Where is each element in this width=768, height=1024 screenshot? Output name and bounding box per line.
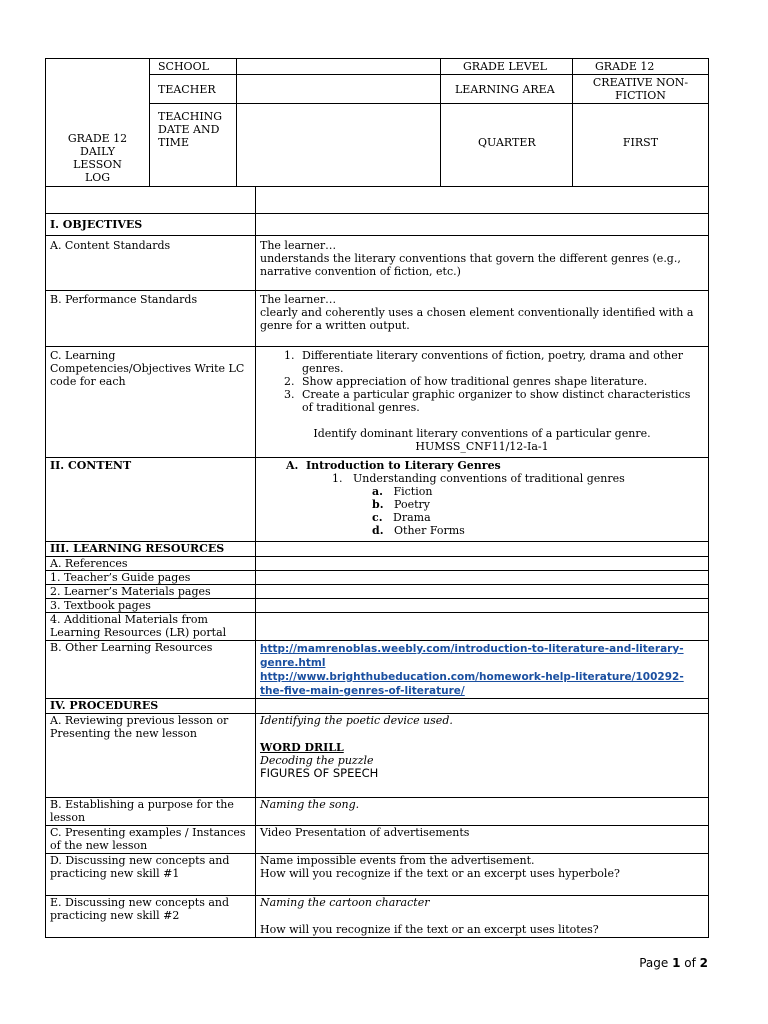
content-standards-label: A. Content Standards: [46, 236, 256, 291]
word-drill-title: WORD DRILL: [260, 741, 344, 754]
performance-standards-label: B. Performance Standards: [46, 291, 256, 347]
procedure-b-value: Naming the song.: [256, 798, 709, 826]
procedure-a-line1: Identifying the poetic device used.: [260, 714, 453, 727]
date-label: TEACHING DATE AND TIME: [150, 104, 237, 187]
resources-heading: III. LEARNING RESOURCES: [46, 542, 256, 557]
procedure-d-line2: How will you recognize if the text or an excerpt uses hyperbole?: [260, 867, 620, 880]
genre-item: Fiction: [393, 485, 433, 498]
learning-area-value: CREATIVE NON-FICTION: [573, 75, 709, 104]
content-topic: Introduction to Literary Genres: [306, 459, 501, 472]
competency-item: 2. Show appreciation of how traditional genres shape literature.: [298, 375, 704, 388]
competencies-label: C. Learning Competencies/Objectives Write LC code for each: [46, 347, 256, 458]
teacher-label: TEACHER: [150, 75, 237, 104]
lc-code: HUMSS_CNF11/12-Ia-1: [415, 440, 549, 453]
grade-level-value: GRADE 12: [573, 59, 709, 75]
header-table: [45, 58, 709, 187]
content-heading: II. CONTENT: [46, 458, 256, 542]
objectives-heading: I. OBJECTIVES: [46, 214, 256, 236]
procedure-c-value: Video Presentation of advertisements: [256, 826, 709, 854]
performance-standards-line2: clearly and coherently uses a chosen element conventionally identified with a genre for a written output.: [260, 306, 694, 332]
genre-item: Poetry: [394, 498, 431, 511]
procedures-heading: IV. PROCEDURES: [46, 699, 256, 714]
additional-materials-label: 4. Additional Materials from Learning Resources (LR) portal: [46, 613, 256, 641]
content-value: A. Introduction to Literary Genres 1. Understanding conventions of traditional genres a. Fiction b. Poetry c. Drama d. Other Forms: [256, 458, 709, 542]
procedure-d-label: D. Discussing new concepts and practicing new skill #1: [46, 854, 256, 896]
teachers-guide-label: 1. Teacher’s Guide pages: [46, 571, 256, 585]
procedure-e-label: E. Discussing new concepts and practicing new skill #2: [46, 896, 256, 938]
competency-summary: Identify dominant literary conventions of a particular genre.: [313, 427, 651, 440]
other-resources-value: [256, 641, 709, 699]
performance-standards-value: [256, 291, 709, 347]
date-value: [237, 104, 441, 187]
genre-item: Other Forms: [394, 524, 465, 537]
competency-item: 1. Differentiate literary conventions of fiction, poetry, drama and other genres.: [298, 349, 704, 375]
textbook-label: 3. Textbook pages: [46, 599, 256, 613]
resource-link-2[interactable]: http://www.brighthubeducation.com/homework-help-literature/100292-the-five-main-genres-of-literature/: [260, 671, 684, 697]
performance-standards-line1: The learner…: [260, 293, 337, 306]
grade-level-label: GRADE LEVEL: [441, 59, 573, 75]
school-value: [237, 59, 441, 75]
procedure-e-line2: How will you recognize if the text or an excerpt uses litotes?: [260, 923, 599, 936]
procedure-d-value: [256, 854, 709, 896]
learning-area-label: LEARNING AREA: [441, 75, 573, 104]
competencies-list: [260, 349, 704, 414]
resource-link-1[interactable]: http://mamrenoblas.weebly.com/introduction-to-literature-and-literary-genre.html: [260, 643, 684, 669]
main-table: [45, 186, 709, 938]
procedure-a-label: A. Reviewing previous lesson or Presenting the new lesson: [46, 714, 256, 798]
content-standards-line2: understands the literary conventions that govern the different genres (e.g., narrative convention of fiction, etc.): [260, 252, 681, 278]
procedure-a-value: [256, 714, 709, 798]
other-resources-label: B. Other Learning Resources: [46, 641, 256, 699]
content-subtopic: Understanding conventions of traditional genres: [353, 472, 625, 485]
quarter-value: FIRST: [573, 104, 709, 187]
procedure-a-line3: FIGURES OF SPEECH: [260, 766, 379, 780]
competency-item: 3. Create a particular graphic organizer to show distinct characteristics of traditional genres.: [298, 388, 704, 414]
content-standards-line1: The learner…: [260, 239, 337, 252]
learners-materials-label: 2. Learner’s Materials pages: [46, 585, 256, 599]
procedure-c-label: C. Presenting examples / Instances of the new lesson: [46, 826, 256, 854]
log-title: GRADE 12 DAILY LESSON LOG: [46, 59, 150, 187]
teacher-value: [237, 75, 441, 104]
quarter-label: QUARTER: [441, 104, 573, 187]
references-label: A. References: [46, 557, 256, 571]
competencies-value: [256, 347, 709, 458]
content-standards-value: [256, 236, 709, 291]
page-number: Page 1 of 2: [639, 956, 708, 970]
procedure-e-line1: Naming the cartoon character: [260, 896, 430, 909]
procedure-d-line1: Name impossible events from the advertisement.: [260, 854, 535, 867]
procedure-e-value: [256, 896, 709, 938]
genre-item: Drama: [393, 511, 431, 524]
school-label: SCHOOL: [150, 59, 237, 75]
procedure-a-line2: Decoding the puzzle: [260, 754, 374, 767]
procedure-b-label: B. Establishing a purpose for the lesson: [46, 798, 256, 826]
